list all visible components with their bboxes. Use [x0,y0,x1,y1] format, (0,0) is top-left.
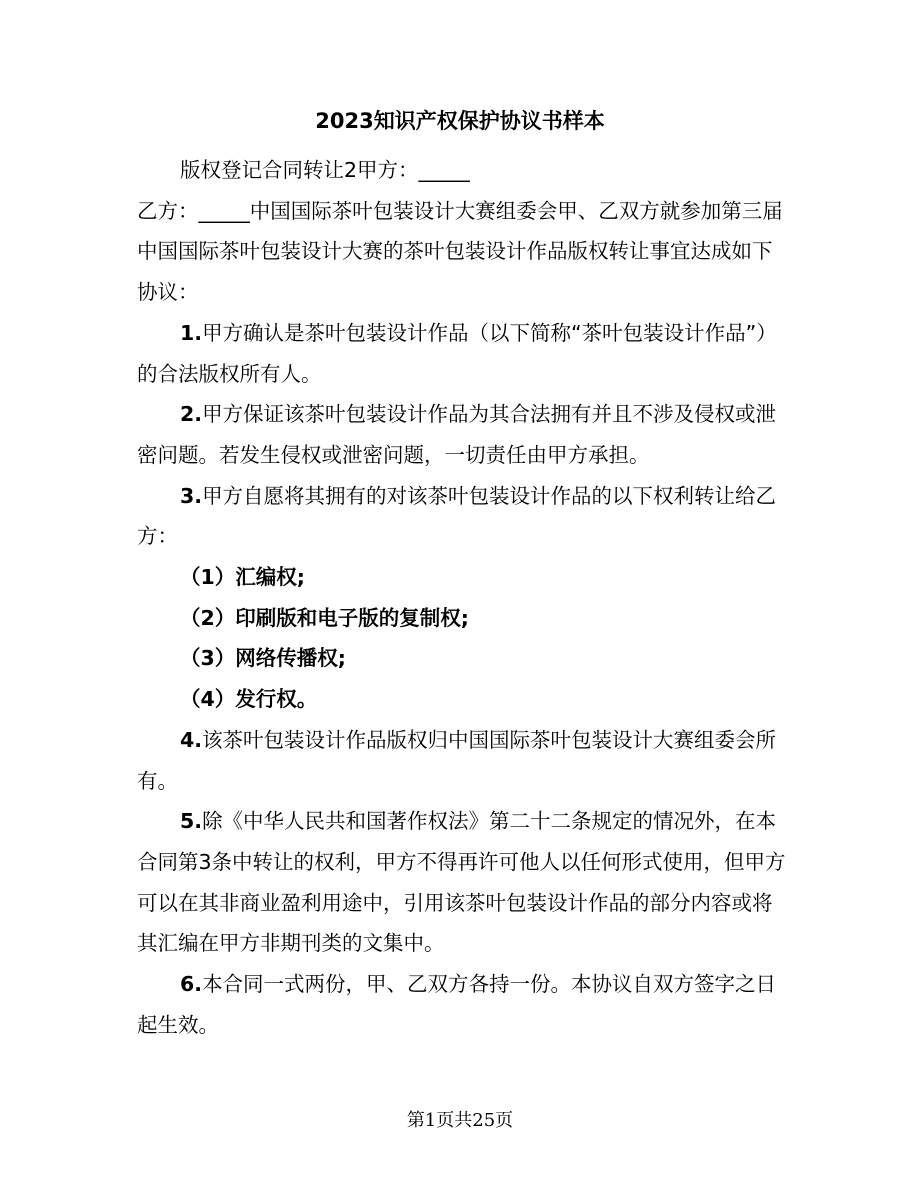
clause-3 [137,476,787,557]
clause-5 [137,801,787,964]
clause-text: 甲方确认是茶叶包装设计作品（以下简称“茶叶包装设计作品”）的合法版权所有人。 [137,320,777,386]
intro-line-party-a: 版权登记合同转让2甲方：_____ [180,158,470,182]
clause-number: 2. [180,402,203,427]
clause-1 [137,313,787,394]
clause-number: 6. [180,972,203,997]
document-title: 2023知识产权保护协议书样本 [315,109,605,133]
clause-text: 除《中华人民共和国著作权法》第二十二条规定的情况外，在本合同第3条中转让的权利，甲方不得再许可他人以任何形式使用，但甲方可以在其非商业盈利用途中，引用该茶叶包装设计作品的部分内容或将其汇编在甲方非期刊类的文集中。 [137,809,786,956]
clause-text: 甲方保证该茶叶包装设计作品为其合法拥有并且不涉及侵权或泄密问题。若发生侵权或泄密问题，一切责任由甲方承担。 [137,402,777,467]
clause-text: 甲方自愿将其拥有的对该茶叶包装设计作品的以下权利转让给乙方： [137,483,777,549]
page-number-footer: 第1页共25页 [406,1110,514,1131]
clause-text: 本合同一式两份，甲、乙双方各持一份。本协议自双方签字之日起生效。 [137,972,777,1037]
clause-text: 该茶叶包装设计作品版权归中国国际茶叶包装设计大赛组委会所有。 [137,727,777,793]
clause-6 [137,964,787,1045]
right-item-1: （1）汇编权; [180,565,305,590]
right-item-3: （3）网络传播权; [180,646,346,671]
clause-4 [137,720,787,801]
clause-2 [137,394,787,475]
document-body [137,150,787,1045]
clause-number: 4. [180,727,203,752]
right-item-4: （4）发行权。 [180,687,318,712]
clause-number: 3. [180,483,203,508]
clause-number: 5. [180,809,203,834]
right-item-2: （2）印刷版和电子版的复制权; [180,605,469,630]
intro-line-party-b: 乙方：_____中国国际茶叶包装设计大赛组委会甲、乙双方就参加第三届中国国际茶叶包装设计大赛的茶叶包装设计作品版权转让事宜达成如下协议： [137,198,783,305]
clause-number: 1. [180,320,203,345]
